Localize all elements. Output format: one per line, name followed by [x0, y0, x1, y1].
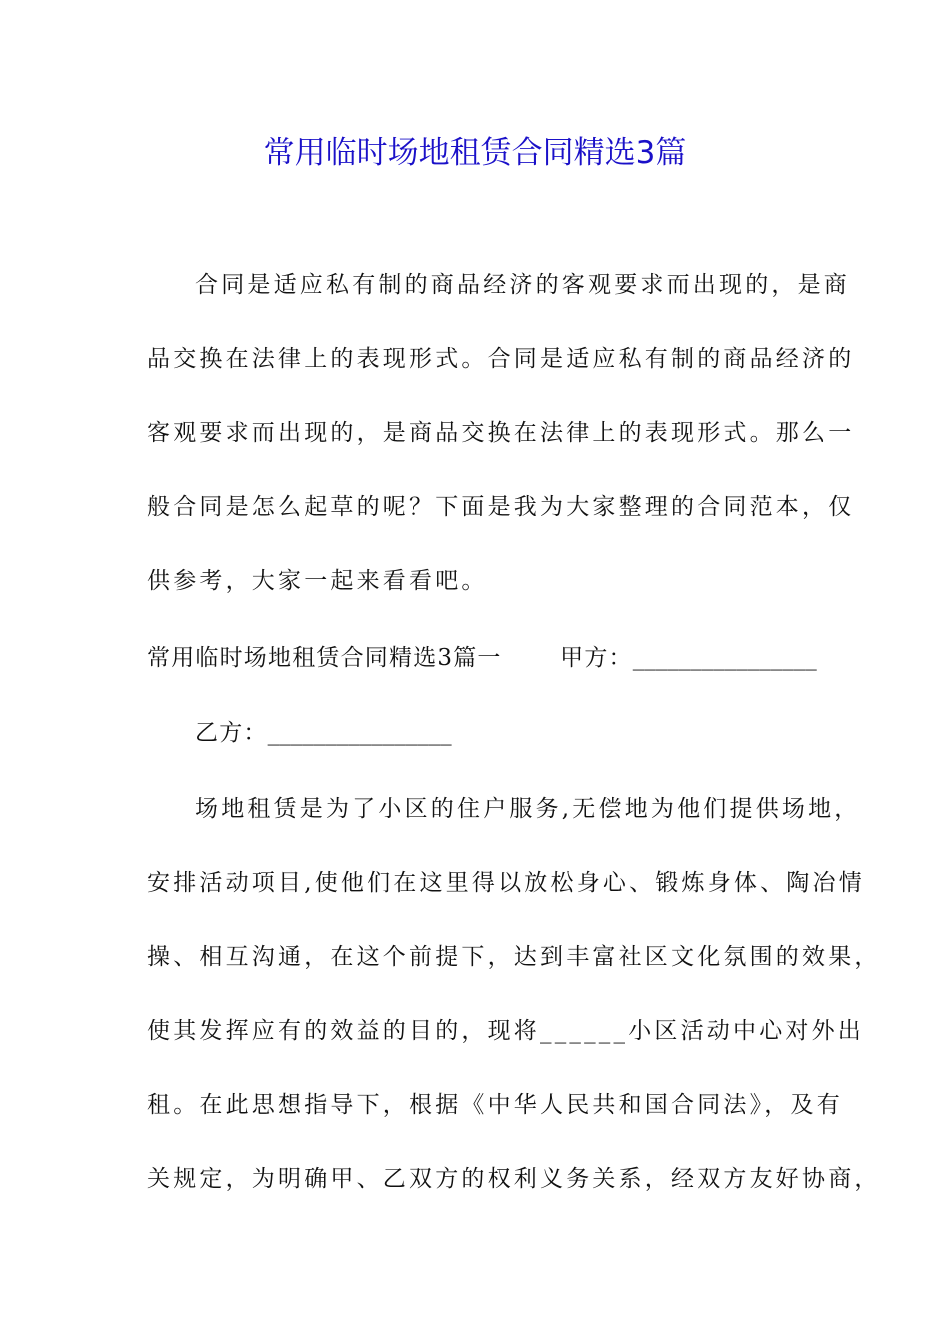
party-b-blank: ________________: [267, 720, 452, 746]
intro-line-3: 客观要求而出现的，是商品交换在法律上的表现形式。那么一: [147, 420, 855, 446]
intro-line-5: 供参考，大家一起来看看吧。: [147, 568, 488, 594]
body-line-1: 场地租赁是为了小区的住户服务,无偿地为他们提供场地，: [195, 796, 861, 822]
intro-line-4: 般合同是怎么起草的呢？下面是我为大家整理的合同范本，仅: [147, 494, 855, 520]
body-line-4: 使其发挥应有的效益的目的，现将______小区活动中心对外出: [147, 1018, 864, 1044]
body-line-2: 安排活动项目,使他们在这里得以放松身心、锻炼身体、陶冶情: [147, 870, 865, 896]
party-a-blank: ________________: [632, 645, 817, 671]
body-line-6: 关规定，为明确甲、乙双方的权利义务关系，经双方友好协商，: [147, 1166, 881, 1192]
section-heading-row: [147, 641, 817, 675]
body-line-5: 租。在此思想指导下，根据《中华人民共和国合同法》，及有: [147, 1092, 843, 1118]
party-b: [195, 716, 452, 750]
document-title: 常用临时场地租赁合同精选3篇: [263, 135, 687, 171]
party-a: [560, 641, 817, 675]
party-b-label: 乙方：: [195, 720, 268, 746]
body-line-3: 操、相互沟通，在这个前提下，达到丰富社区文化氛围的效果，: [147, 944, 881, 970]
party-a-label: 甲方：: [560, 645, 633, 671]
section-heading: 常用临时场地租赁合同精选3篇一: [147, 645, 502, 671]
intro-line-2: 品交换在法律上的表现形式。合同是适应私有制的商品经济的: [147, 346, 855, 372]
intro-line-1: 合同是适应私有制的商品经济的客观要求而出现的，是商: [195, 272, 850, 298]
